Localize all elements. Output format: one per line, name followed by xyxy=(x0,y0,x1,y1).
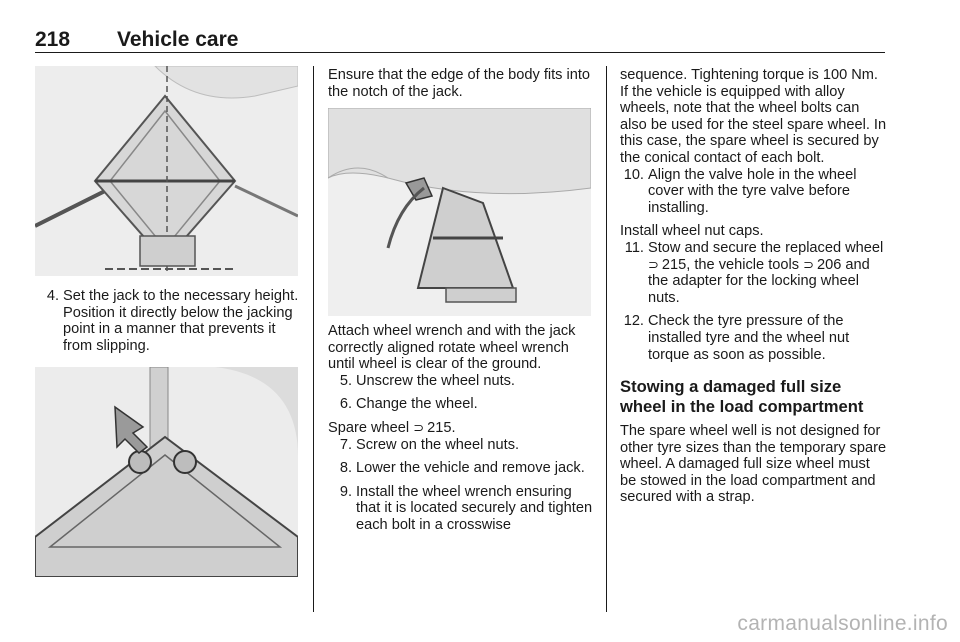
list-item-number: 11. xyxy=(624,239,644,256)
list-item-number: 10. xyxy=(623,166,644,183)
list-item-10 xyxy=(620,167,888,217)
intro-text: Ensure that the edge of the body fits into the notch of the jack. xyxy=(328,67,591,100)
list-item-number: 9. xyxy=(339,483,352,500)
list-item-11-line1: Stow and secure the replaced wheel xyxy=(648,239,884,256)
subheading: Stowing a damaged full size wheel in the load compartment xyxy=(620,377,864,417)
list-item-number: 8. xyxy=(339,460,352,477)
list-item-text: Check the tyre pressure of the installed tyre and the wheel nut torque as soon as possible. xyxy=(648,313,850,363)
page-reference-icon: ⊃ xyxy=(648,256,659,272)
list-item-text: Align the valve hole in the wheel cover with the tyre valve before installing. xyxy=(648,166,857,216)
ref-prefix: Spare wheel xyxy=(328,419,410,436)
list-item-number: 6. xyxy=(339,396,352,413)
list-item-6-sub xyxy=(328,420,593,437)
column-divider-2 xyxy=(606,66,607,612)
page-reference[interactable]: 215, the vehicle tools xyxy=(661,256,800,273)
list-item-7 xyxy=(328,437,593,454)
column-3 xyxy=(620,67,888,506)
list-item-11 xyxy=(620,240,888,306)
jack-lifting-svg xyxy=(328,108,591,316)
list-item-text: Lower the vehicle and remove jack. xyxy=(356,460,585,477)
jack-illustration-2 xyxy=(35,367,298,577)
list-item-number: 12. xyxy=(623,313,644,330)
list-item-8 xyxy=(328,460,593,477)
watermark: carmanualsonline.info xyxy=(737,612,948,635)
list-item-text xyxy=(648,240,888,306)
body-paragraph: The spare wheel well is not designed for other tyre sizes than the temporary spare wheel. A damaged full size wheel must be stowed in the load compartment and secured with a strap. xyxy=(620,423,887,506)
column-2-top xyxy=(328,67,593,100)
page-number: 218 xyxy=(35,28,71,51)
list-item-9 xyxy=(328,484,593,534)
list-item-9-continued: sequence. Tightening torque is 100 Nm. xyxy=(620,67,878,83)
section-title: Vehicle care xyxy=(117,28,239,51)
list-item-10-sub: Install wheel nut caps. xyxy=(620,223,764,240)
list-item-text: Unscrew the wheel nuts. xyxy=(356,372,515,389)
list-item-text: Set the jack to the necessary height. Position it directly below the jacking point in a manner that prevents it from slipping. xyxy=(63,288,299,354)
page-reference-icon: ⊃ xyxy=(803,256,814,272)
header-rule xyxy=(35,52,885,53)
jack-diagram-svg xyxy=(35,66,298,276)
list-item-number: 7. xyxy=(339,436,352,453)
column-2 xyxy=(328,323,593,541)
list-item-number: 5. xyxy=(339,372,352,389)
list-item-number: 4. xyxy=(46,288,59,304)
list-item-9-note: If the vehicle is equipped with alloy wheels, note that the wheel bolts can also be used for the steel spare wheel. In this case, the spare wheel is secured by the conical contact of each bolt. xyxy=(620,83,887,166)
jack-closeup-svg xyxy=(35,367,298,577)
list-item-4 xyxy=(35,288,300,354)
list-item-12 xyxy=(620,313,888,363)
page-reference-icon: ⊃ xyxy=(413,419,425,435)
list-item-text: Install the wheel wrench ensuring that it is located securely and tighten each bolt in a crosswise xyxy=(356,483,593,533)
column-divider-1 xyxy=(313,66,314,612)
column-1 xyxy=(35,288,300,361)
jack-illustration-1 xyxy=(35,66,298,276)
list-item-text: Change the wheel. xyxy=(356,396,478,413)
list-item-text: Screw on the wheel nuts. xyxy=(356,436,520,453)
page-reference[interactable]: 206 and the adapter for the locking wheel nuts. xyxy=(648,256,870,306)
page-reference[interactable]: 215. xyxy=(427,419,456,436)
after-figure-text: Attach wheel wrench and with the jack correctly aligned rotate wheel wrench until wheel is clear of the ground. xyxy=(328,323,576,373)
list-item-6 xyxy=(328,396,593,413)
list-item-5 xyxy=(328,373,593,390)
jack-illustration-3 xyxy=(328,108,591,316)
